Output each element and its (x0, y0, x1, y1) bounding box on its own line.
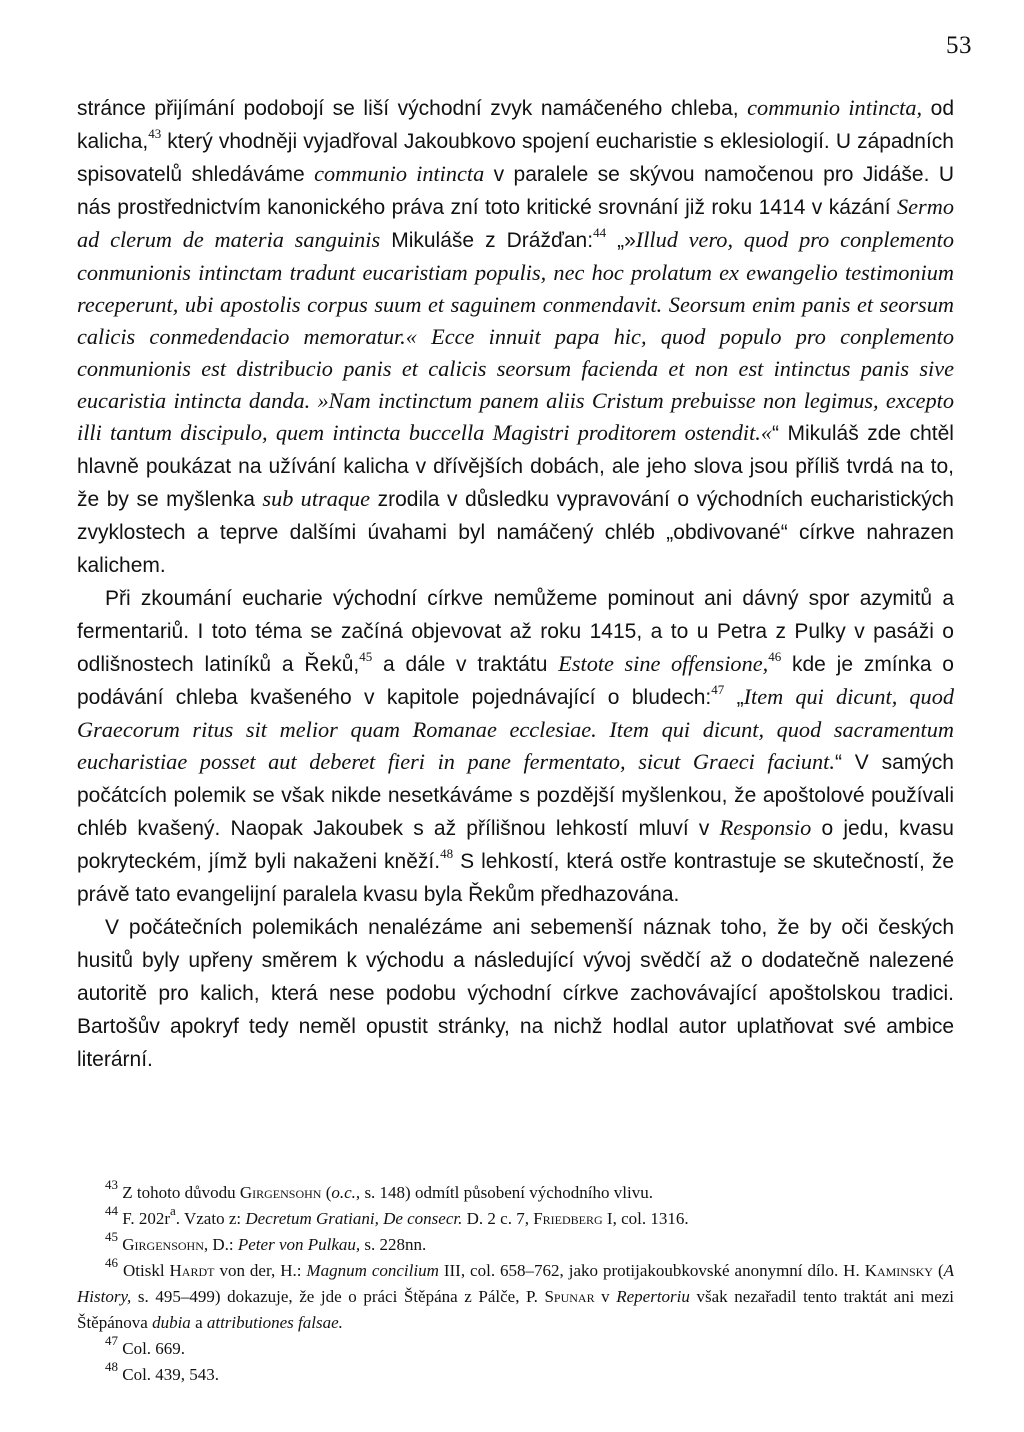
text-run: který vhodněji vyjadřoval Jakoubkovo spojení eucharistie s eklesiologií. U západních spisovatelů shledáváme (77, 130, 954, 186)
text-run: od kalicha, (77, 97, 954, 153)
text-run: V počátečních polemikách nenalézáme ani sebemenší náznak toho, že by oči českých husitů byly upřeny směrem k východu a následující vývoj svědčí až o dodatečně nalezené autoritě pro kalich, která nese podobu východní církve zachovávající apoštolskou tradici. Bartošův apokryf tedy neměl opustit stránky, na nichž hodlal autor uplatňovat své ambice literární. (77, 916, 954, 1071)
footnote-number: 45 (105, 1229, 118, 1245)
page-number: 53 (946, 32, 972, 59)
footnote-ref: 45 (359, 648, 373, 664)
paragraph-2 (77, 582, 954, 911)
footnote-number: 47 (105, 1333, 118, 1349)
text-run: stránce přijímání podobojí se liší východní zvyk namáčeného chleba, (77, 97, 748, 120)
text-run: v paralele se skývou namočenou pro Jidáše. U nás prostřednictvím kanonického práva zní toto kritické srovnání již roku 1414 v kázání (77, 163, 954, 219)
italic-text: Estote sine offensione, (558, 651, 769, 676)
paragraph-1 (77, 92, 954, 582)
footnote-ref: 47 (711, 681, 725, 697)
italic-text: A History, (77, 1261, 954, 1306)
italic-text: Peter von Pulkau, (237, 1235, 361, 1254)
footnote-ref: 44 (593, 224, 607, 240)
author-name: Girgensohn (239, 1183, 322, 1202)
italic-text: communio intincta, (747, 95, 923, 120)
text-run: S lehkostí, která ostře kontrastuje se skutečností, že právě tato evangelijní paralela kvasu byla Řekům předhazována. (77, 850, 954, 906)
text-run: III, col. 658–762, jako protijakoubkovské anonymní dílo. H. (438, 1261, 865, 1280)
text-run: “ Mikuláš zde chtěl hlavně poukázat na užívání kalicha v dřívějších dobách, ale jeho slova jsou příliš tvrdá na to, že by se myšlenka (77, 422, 954, 511)
text-run: Při zkoumání eucharie východní církve nemůžeme pominout ani dávný spor azymitů a fermentariů. I toto téma se začíná objevovat až roku 1415, a to u Petra z Pulky v pasáži o odlišnostech latiníků a Řeků, (77, 587, 954, 676)
footnote-number: 43 (105, 1177, 118, 1193)
text-run: I, col. 1316. (602, 1209, 689, 1228)
footnote-ref: 46 (768, 648, 782, 664)
italic-text: Illud vero, quod pro conplemento conmunionis intinctam tradunt eucaristiam populis, nec hoc prolatum ex ewangelio testimonium receperunt, ubi apostolis corpus suum et saguinem conmendavit. Seorsum enim panis et seorsum calicis conmedendacio memoratur.« Ecce innuit papa hic, quod populo pro conplemento conmunionis est distribucio panis et calicis seorsum facienda et non est intinctus panis sive eucaristia intincta danda. »Nam inctinctum panem aliis Cristum prebuisse non legimus, excepto illi tantum discipulo, quem intincta buccella Magistri proditorem ostendit.« (77, 227, 954, 445)
footnotes (77, 1177, 955, 1388)
text-run: a dále v traktátu (372, 653, 559, 676)
text-run: s. 228nn. (360, 1235, 427, 1254)
text-run: „» (606, 229, 636, 252)
text-run: Col. 669. (122, 1339, 186, 1358)
text-run: však nezařadil tento traktát ani mezi Štěpánova (77, 1287, 955, 1332)
text-run: Otiskl (122, 1261, 170, 1280)
italic-text: sub utraque (262, 486, 371, 511)
footnote-number: 44 (105, 1203, 118, 1219)
author-name: Kaminsky (864, 1261, 933, 1280)
footnote-45 (77, 1229, 954, 1258)
text-run: . Vzato z: (175, 1209, 246, 1228)
author-name: Friedberg (533, 1209, 603, 1228)
footnote-46 (77, 1255, 955, 1336)
text-run: a (190, 1313, 207, 1332)
text-run: Col. 439, 543. (122, 1365, 220, 1384)
footnote-44 (77, 1203, 954, 1232)
author-name: Girgensohn (122, 1235, 204, 1254)
footnote-43 (77, 1177, 954, 1206)
text-run: s. 148) odmítl působení východního vlivu. (360, 1183, 653, 1202)
text-run: von der, H.: (214, 1261, 307, 1280)
text-run: , D.: (203, 1235, 238, 1254)
text-run: D. 2 c. 7, (462, 1209, 534, 1228)
author-name: Hardt (169, 1261, 215, 1280)
footnote-ref: 48 (440, 845, 454, 861)
text-run: ( (932, 1261, 944, 1280)
footnote-number: 46 (105, 1255, 118, 1271)
footnote-ref: a (170, 1203, 176, 1219)
paragraph-3 (77, 911, 954, 1076)
italic-text: Magnum concilium (306, 1261, 439, 1280)
text-run: o jedu, kvasu pokryteckém, jímž byli nakaženi kněží. (77, 817, 954, 873)
italic-text: Responsio (719, 815, 812, 840)
italic-text: Sermo ad clerum de materia sanguinis (77, 194, 954, 252)
text-run: zrodila v důsledku vypravování o východních eucharistických zvyklostech a teprve dalšími úvahami byl namáčený chléb „obdivované“ církve nahrazen kalichem. (77, 488, 954, 577)
author-name: Spunar (544, 1287, 595, 1306)
text-run: “ V samých počátcích polemik se však nikde nesetkáváme s pozdější myšlenkou, že apoštolové používali chléb kvašený. Naopak Jakoubek s až přílišnou lehkostí mluví v (77, 751, 954, 840)
text-run: s. 495–499) dokazuje, že jde o práci Štěpána z Pálče, P. (131, 1287, 545, 1306)
text-run: F. 202r (122, 1209, 171, 1228)
text-run: kde je zmínka o podávání chleba kvašeného v kapitole pojednávající o bludech: (77, 653, 954, 709)
italic-text: o.c., (331, 1183, 361, 1202)
italic-text: communio intincta (314, 161, 485, 186)
italic-text: Item qui dicunt, quod Graecorum ritus sit melior quam Romanae ecclesiae. Item qui dicunt, quod sacramentum eucharistiae posset aut deberet fieri in pane fermentato, sicut Graeci faciunt. (77, 684, 954, 774)
footnote-ref: 43 (148, 125, 162, 141)
text-run: „ (724, 686, 744, 709)
text-run: ( (321, 1183, 332, 1202)
footnote-47 (77, 1333, 954, 1362)
italic-text: Repertoriu (616, 1287, 690, 1306)
footnote-48 (77, 1359, 954, 1388)
italic-text: dubia (152, 1313, 191, 1332)
text-run: Mikuláše z Drážďan: (380, 229, 594, 252)
text-run: v (594, 1287, 617, 1306)
main-text (77, 92, 954, 1076)
italic-text: Decretum Gratiani, De consecr. (245, 1209, 463, 1228)
italic-text: attributiones falsae. (206, 1313, 343, 1332)
footnote-number: 48 (105, 1359, 118, 1375)
text-run: Z tohoto důvodu (122, 1183, 240, 1202)
